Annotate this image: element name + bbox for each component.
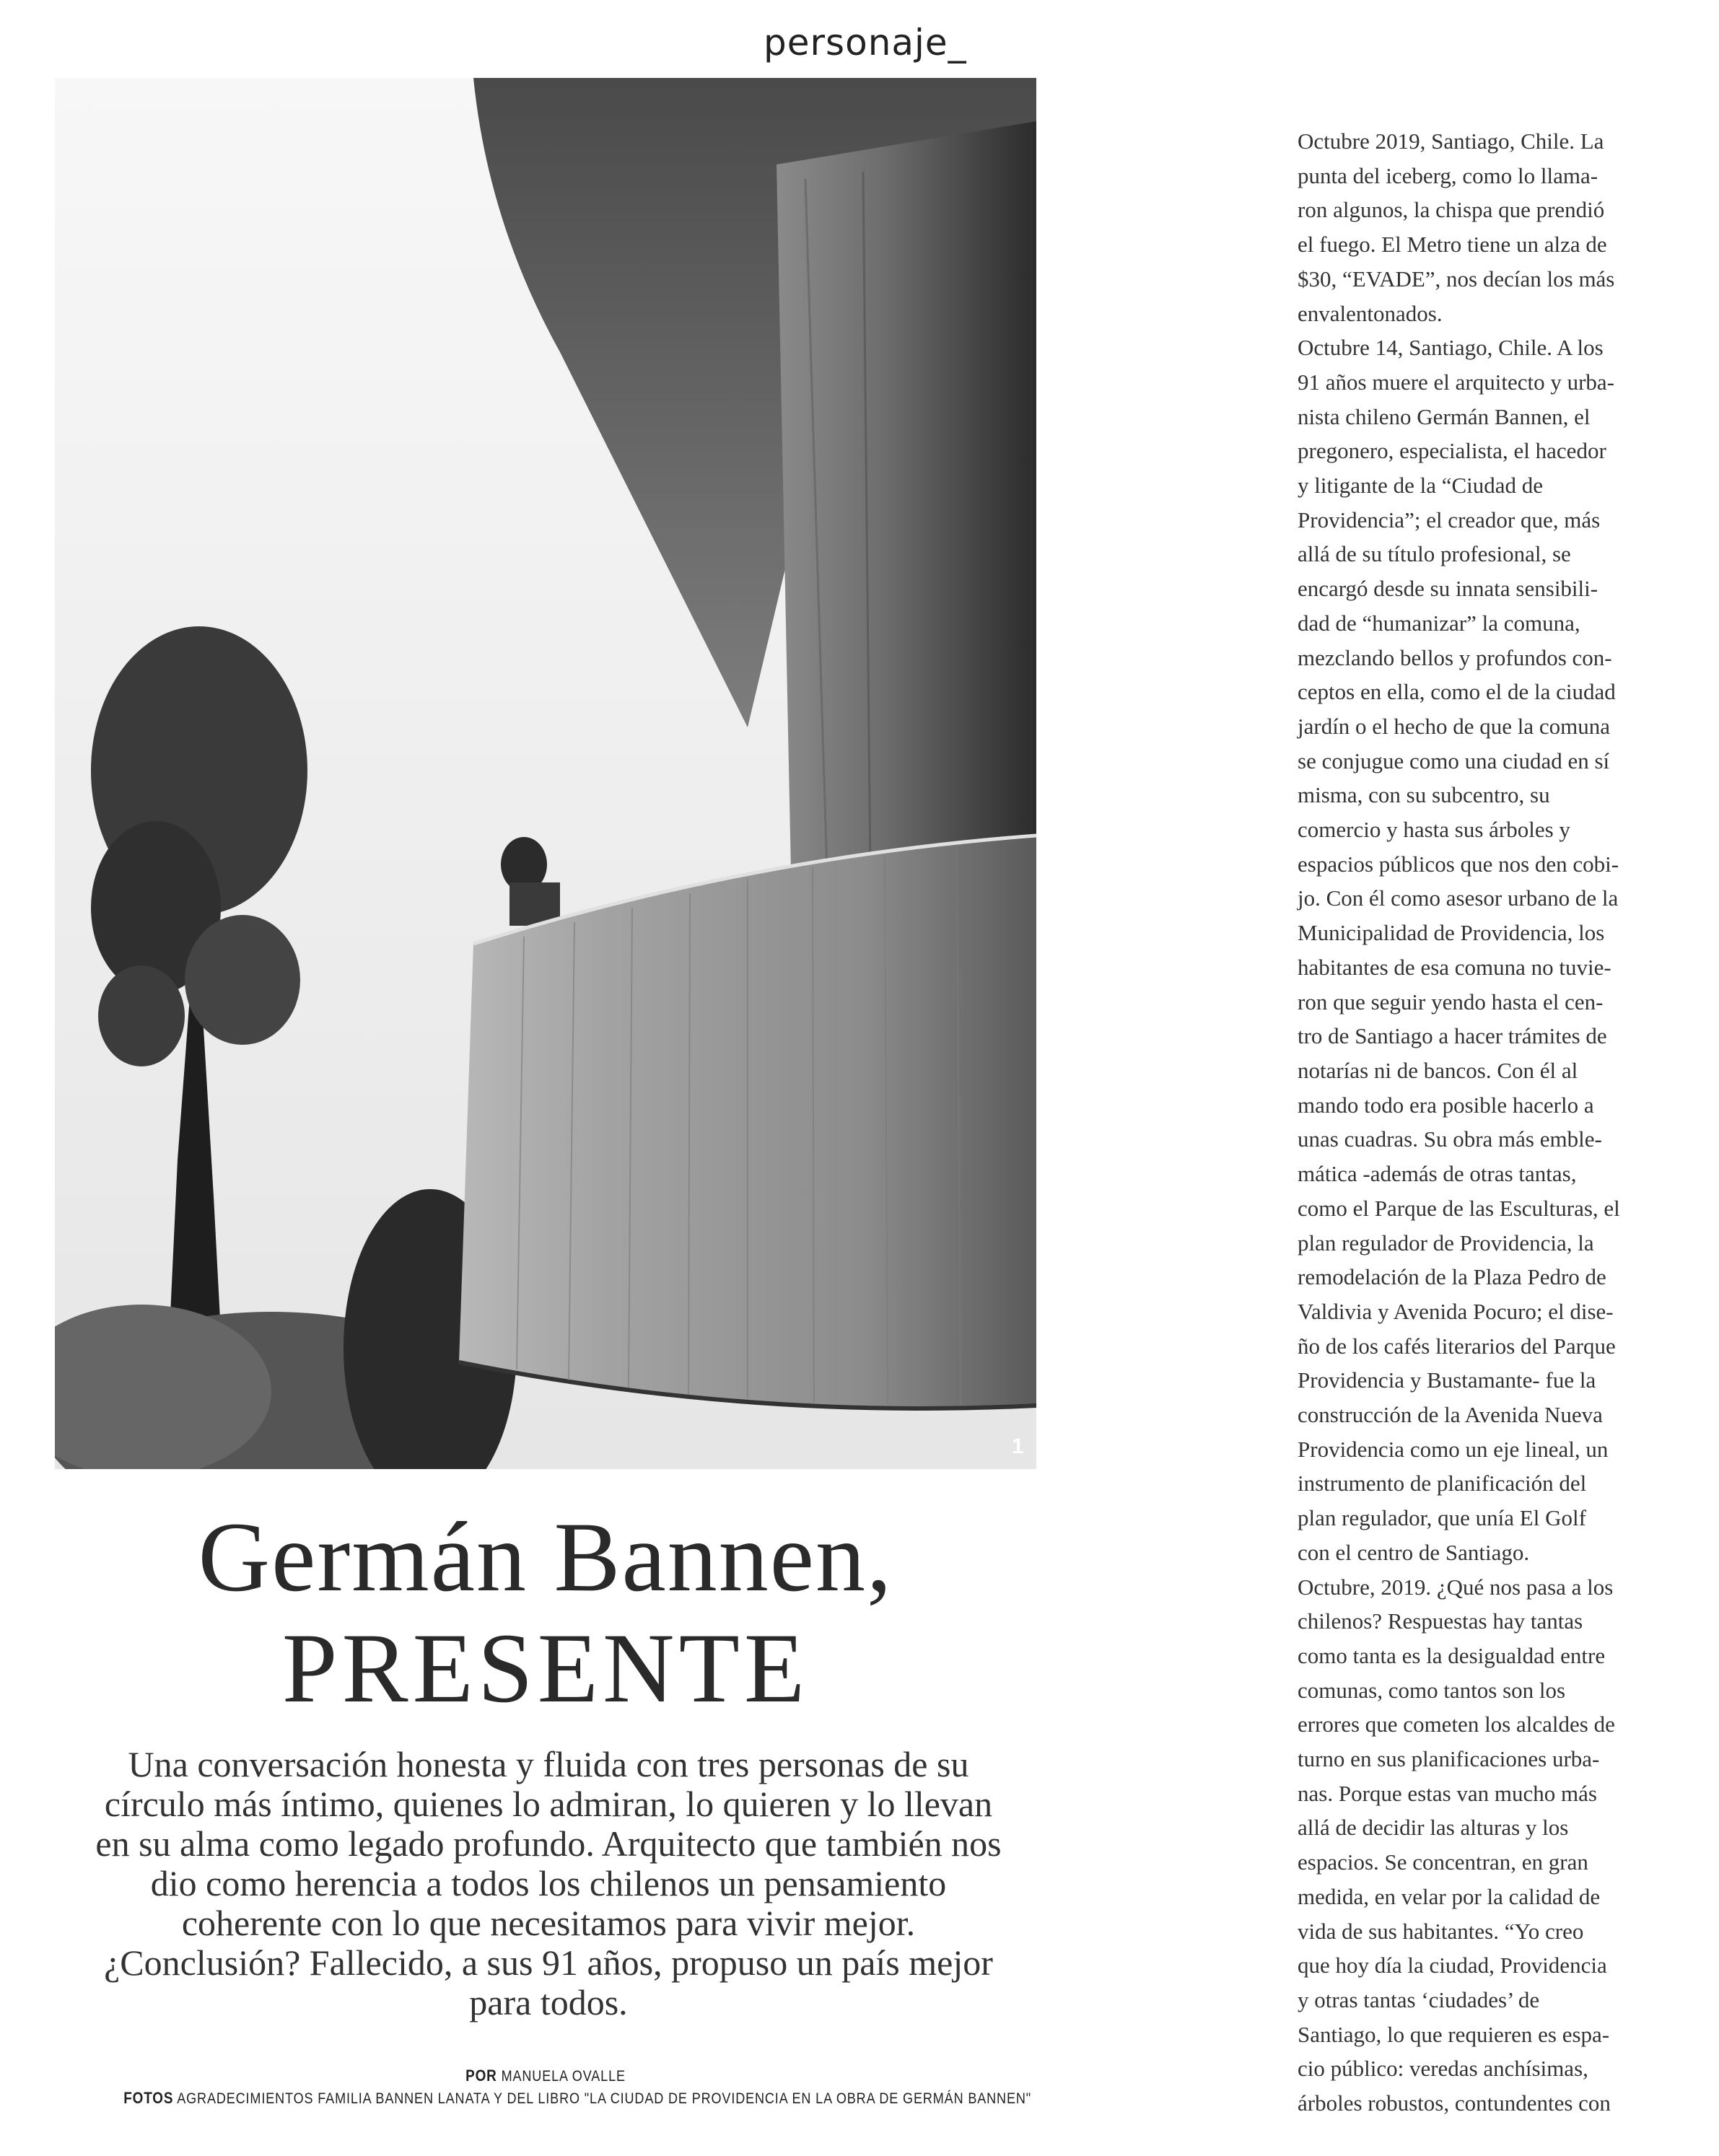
body-line: notarías ni de bancos. Con él al xyxy=(1298,1057,1578,1083)
body-line: allá de decidir las alturas y los xyxy=(1298,1815,1569,1841)
author-name: MANUELA OVALLE xyxy=(501,2068,626,2085)
body-line: y litigante de la “Ciudad de xyxy=(1298,473,1544,499)
body-line: punta del iceberg, como lo llama- xyxy=(1298,162,1598,188)
body-line: encargó desde su innata sensibili- xyxy=(1298,576,1598,602)
section-label: personaje_ xyxy=(764,22,967,63)
body-line: espacios. Se concentran, en gran xyxy=(1298,1849,1588,1875)
body-line: jo. Con él como asesor urbano de la xyxy=(1298,885,1619,911)
body-line: comercio y hasta sus árboles y xyxy=(1298,817,1570,843)
headline-presente: PRESENTE xyxy=(281,1613,810,1723)
body-line: medida, en velar por la calidad de xyxy=(1298,1883,1601,1909)
body-line: plan regulador de Providencia, la xyxy=(1298,1230,1594,1256)
body-line: envalentonados. xyxy=(1298,300,1443,326)
body-line: Octubre 2019, Santiago, Chile. La xyxy=(1298,128,1604,154)
body-line: ceptos en ella, como el de la ciudad xyxy=(1298,679,1616,705)
body-line: habitantes de esa comuna no tuvie- xyxy=(1298,954,1611,980)
body-line: mezclando bellos y profundos con- xyxy=(1298,644,1612,670)
body-line: remodelación de la Plaza Pedro de xyxy=(1298,1264,1606,1290)
body-line: plan regulador, que unía El Golf xyxy=(1298,1505,1586,1531)
body-line: 91 años muere el arquitecto y urba- xyxy=(1298,369,1614,395)
body-line: ño de los cafés literarios del Parque xyxy=(1298,1333,1616,1359)
body-line: se conjugue como una ciudad en sí xyxy=(1298,748,1610,774)
byline xyxy=(123,2065,968,2087)
body-line: Providencia”; el creador que, más xyxy=(1298,507,1601,533)
photo-credit xyxy=(123,2087,1032,2110)
body-line: nas. Porque estas van mucho más xyxy=(1298,1780,1597,1806)
body-line: como el Parque de las Esculturas, el xyxy=(1298,1195,1620,1221)
body-line: mática -además de otras tantas, xyxy=(1298,1161,1577,1187)
body-line: construcción de la Avenida Nueva xyxy=(1298,1402,1603,1428)
body-line: Octubre 14, Santiago, Chile. A los xyxy=(1298,335,1604,361)
body-line: unas cuadras. Su obra más emble- xyxy=(1298,1126,1602,1152)
body-line: allá de su título profesional, se xyxy=(1298,541,1571,567)
byline-credits xyxy=(55,2065,1036,2110)
body-line: jardín o el hecho de que la comuna xyxy=(1298,713,1610,739)
body-line: instrumento de planificación del xyxy=(1298,1471,1587,1497)
body-line: nista chileno Germán Bannen, el xyxy=(1298,403,1591,429)
body-line: espacios públicos que nos den cobi- xyxy=(1298,851,1619,877)
body-line: y otras tantas ‘ciudades’ de xyxy=(1298,1986,1540,2012)
body-line: vida de sus habitantes. “Yo creo xyxy=(1298,1918,1584,1944)
photo-credit-label: FOTOS xyxy=(123,2089,174,2107)
photo-credit-text: AGRADECIMIENTOS FAMILIA BANNEN LANATA Y DEL LIBRO "LA CIUDAD DE PROVIDENCIA EN LA OBRA DE GERMÁN BANNEN" xyxy=(177,2090,1032,2107)
body-line: turno en sus planificaciones urba- xyxy=(1298,1746,1600,1772)
body-line: Providencia y Bustamante- fue la xyxy=(1298,1367,1596,1393)
body-line: chilenos? Respuestas hay tantas xyxy=(1298,1608,1583,1634)
headline-name: Germán Bannen, xyxy=(198,1502,893,1612)
body-line: pregonero, especialista, el hacedor xyxy=(1298,438,1606,464)
byline-label: POR xyxy=(465,2067,497,2085)
body-line: cio público: veredas anchísimas, xyxy=(1298,2056,1588,2082)
body-line: árboles robustos, contundentes con xyxy=(1298,2090,1611,2116)
body-line: Octubre, 2019. ¿Qué nos pasa a los xyxy=(1298,1574,1614,1600)
body-line: el fuego. El Metro tiene un alza de xyxy=(1298,232,1607,258)
body-line: Providencia como un eje lineal, un xyxy=(1298,1436,1609,1462)
body-line: tro de Santiago a hacer trámites de xyxy=(1298,1023,1607,1049)
body-line: ron que seguir yendo hasta el cen- xyxy=(1298,989,1604,1015)
article-deck: Una conversación honesta y fluida con tres personas de su círculo más íntimo, quienes lo admiran, lo quieren y lo llevan en su alma como legado profundo. Arquitecto que también nos dio como herencia a todos los chilenos un pensamiento coherente con lo que necesitamos para vivir mejor. ¿Conclusión? Fallecido, a sus 91 años, propuso un país mejor para todos. xyxy=(95,1744,1002,2023)
body-line: comunas, como tantos son los xyxy=(1298,1677,1566,1703)
body-line: con el centro de Santiago. xyxy=(1298,1539,1530,1565)
body-line: como tanta es la desigualdad entre xyxy=(1298,1642,1606,1668)
body-line: que hoy día la ciudad, Providencia xyxy=(1298,1953,1607,1978)
body-line: ron algunos, la chispa que prendió xyxy=(1298,197,1605,223)
body-line: $30, “EVADE”, nos decían los más xyxy=(1298,266,1615,292)
body-line: Municipalidad de Providencia, los xyxy=(1298,920,1605,946)
photo-number: 1 xyxy=(1012,1434,1024,1458)
body-line: errores que cometen los alcaldes de xyxy=(1298,1712,1615,1737)
body-line: Santiago, lo que requieren es espa- xyxy=(1298,2021,1610,2047)
body-line: misma, con su subcentro, su xyxy=(1298,782,1550,808)
article-body xyxy=(1298,124,1673,2121)
body-line: dad de “humanizar” la comuna, xyxy=(1298,610,1580,636)
photo-architect-balcony xyxy=(55,78,1036,1469)
body-line: mando todo era posible hacerlo a xyxy=(1298,1092,1594,1118)
body-line: Valdivia y Avenida Pocuro; el dise- xyxy=(1298,1298,1614,1324)
